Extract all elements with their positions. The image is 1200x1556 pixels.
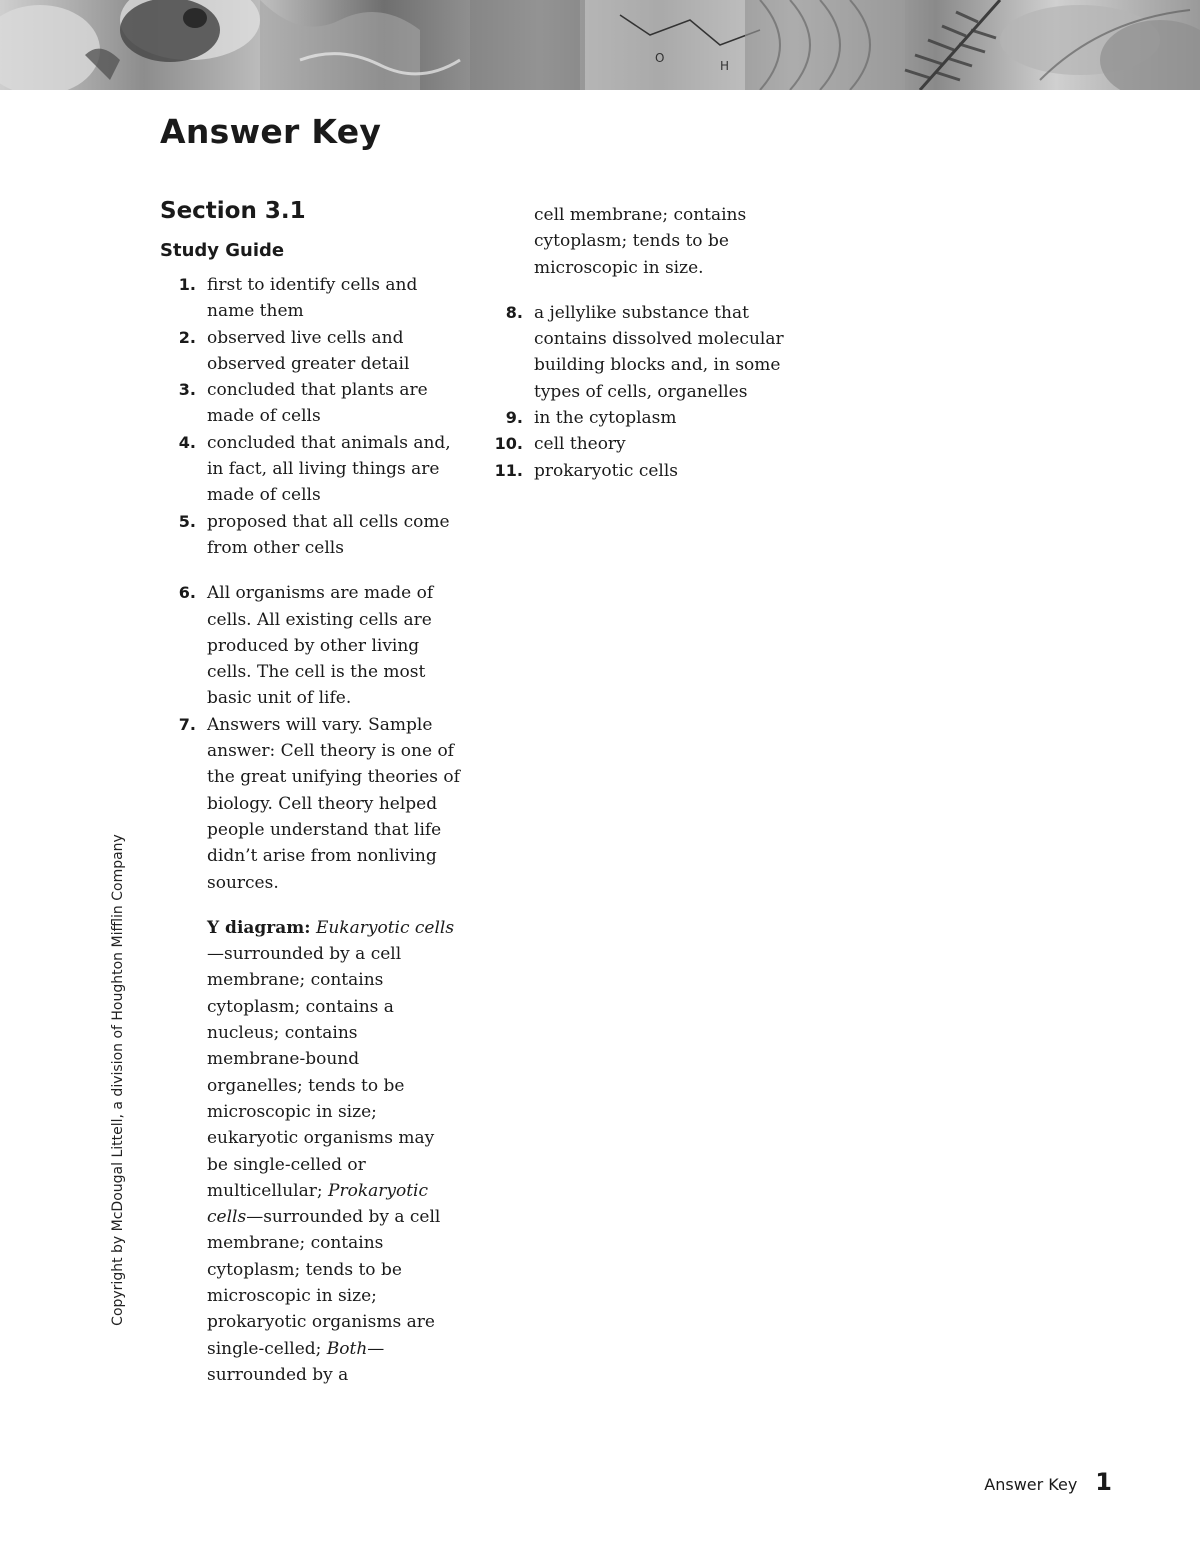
answer-number: 11. [494, 460, 523, 480]
eukaryotic-description: —surrounded by a cell membrane; contains cytoplasm; contains a nucleus; contains membrane-bound organelles; tends to be microscopic in size; eukaryotic organisms may be single-celled or multicellular; [207, 944, 435, 1201]
answer-number: 8. [505, 302, 523, 322]
answer-text: prokaryotic cells [534, 460, 679, 481]
study-guide-heading: Study Guide [160, 240, 285, 261]
svg-text:H: H [720, 59, 730, 73]
y-diagram-label: Y diagram: [207, 917, 311, 938]
answer-item-11 [487, 458, 787, 484]
y-diagram-answer [160, 915, 460, 1388]
page-footer [984, 1468, 1112, 1496]
answer-item-1 [160, 272, 460, 325]
both-description: —surrounded by a [207, 1338, 385, 1385]
answers-right-column [487, 202, 787, 484]
answer-text: cell theory [534, 434, 626, 455]
answer-text: a jellylike substance that contains dissolved molecular building blocks and, in some types of cells, organelles [534, 302, 784, 402]
prokaryotic-term: Prokaryotic cells [207, 1180, 429, 1228]
answer-item-3 [160, 377, 460, 430]
answer-number: 6. [178, 583, 196, 603]
page-number: 1 [1095, 1468, 1112, 1496]
answer-item-10 [487, 431, 787, 457]
header-photo-banner [0, 0, 1200, 90]
y-diagram-continued [487, 202, 787, 281]
answer-text: Answers will vary. Sample answer: Cell theory is one of the great unifying theories of biology. Cell theory helped people understand that life didn’t arise from nonliving sources. [207, 714, 460, 893]
answer-number: 9. [505, 408, 523, 428]
answer-number: 2. [178, 327, 196, 347]
answer-item-7 [160, 712, 460, 896]
answer-item-6 [160, 580, 460, 711]
banner-collage-graphic [0, 0, 1200, 90]
answer-item-4 [160, 430, 460, 509]
both-description-continued: cell membrane; contains cytoplasm; tends to be microscopic in size. [534, 205, 747, 278]
answers-left-column [160, 272, 460, 1388]
prokaryotic-description: —surrounded by a cell membrane; contains cytoplasm; tends to be microscopic in size; prokaryotic organisms are single-celled; [207, 1207, 441, 1359]
answer-text: concluded that plants are made of cells [207, 380, 428, 427]
answer-number: 5. [178, 511, 196, 531]
answer-text: first to identify cells and name them [207, 275, 418, 322]
answer-number: 4. [178, 432, 196, 452]
answer-text: in the cytoplasm [534, 408, 677, 429]
answer-number: 10. [494, 434, 523, 454]
answer-number: 1. [178, 275, 196, 294]
answer-item-9 [487, 405, 787, 431]
answer-number: 7. [178, 714, 196, 734]
answer-item-2 [160, 325, 460, 378]
both-term: Both [326, 1338, 368, 1359]
answer-text: All organisms are made of cells. All existing cells are produced by other living cells. The cell is the most basic unit of life. [207, 583, 434, 709]
answer-text: proposed that all cells come from other cells [207, 511, 450, 558]
section-heading: Section 3.1 [160, 198, 306, 224]
answer-number: 3. [178, 380, 196, 400]
svg-text:O: O [655, 51, 665, 65]
footer-label: Answer Key [984, 1475, 1078, 1494]
answer-text: observed live cells and observed greater detail [207, 327, 410, 374]
copyright-notice: Copyright by McDougal Littell, a division of Houghton Mifflin Company [110, 834, 126, 1326]
page-title: Answer Key [160, 112, 382, 151]
answer-text: concluded that animals and, in fact, all living things are made of cells [207, 432, 451, 506]
eukaryotic-term: Eukaryotic cells [315, 917, 455, 938]
answer-item-8 [487, 300, 787, 405]
answer-item-5 [160, 509, 460, 562]
